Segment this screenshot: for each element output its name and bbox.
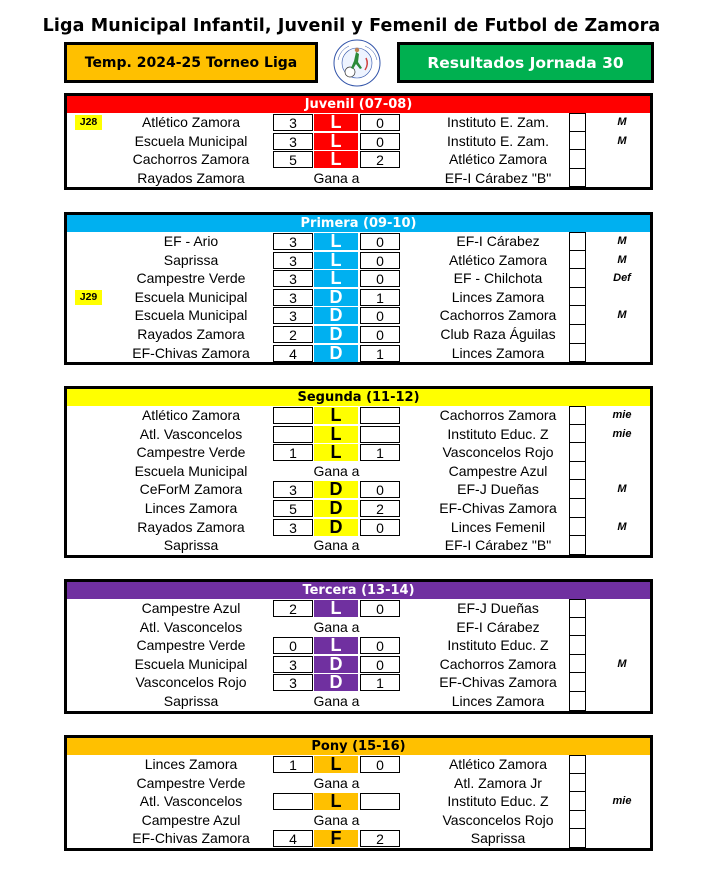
match-note bbox=[597, 599, 647, 618]
home-score: 3 bbox=[273, 481, 313, 498]
home-team: Campestre Verde bbox=[136, 270, 246, 287]
away-score: 1 bbox=[360, 345, 400, 362]
confirm-checkbox bbox=[569, 443, 586, 462]
away-score bbox=[360, 407, 400, 424]
match-row bbox=[67, 251, 650, 270]
away-team: Linces Zamora bbox=[451, 692, 545, 709]
match-note: mie bbox=[612, 409, 632, 421]
away-team: Linces Femenil bbox=[450, 518, 546, 535]
confirm-checkbox bbox=[569, 673, 586, 692]
result-code: L bbox=[314, 233, 358, 250]
result-code: L bbox=[314, 793, 358, 810]
away-team: Atlético Zamora bbox=[448, 251, 548, 268]
home-team: Escuela Municipal bbox=[134, 132, 248, 149]
match-row bbox=[67, 636, 650, 655]
away-score: 0 bbox=[360, 656, 400, 673]
away-team: EF - Chilchota bbox=[453, 270, 543, 287]
away-team: EF-Chivas Zamora bbox=[439, 499, 557, 516]
section-header: Pony (15-16) bbox=[67, 738, 650, 755]
home-team: Linces Zamora bbox=[144, 756, 238, 772]
match-row bbox=[67, 325, 650, 344]
result-code: D bbox=[314, 519, 358, 536]
away-team: Club Raza Águilas bbox=[440, 325, 556, 342]
away-score: 0 bbox=[360, 252, 400, 269]
match-note bbox=[597, 288, 647, 307]
home-team: Cachorros Zamora bbox=[132, 151, 250, 168]
match-row bbox=[67, 269, 650, 288]
home-score: 3 bbox=[273, 252, 313, 269]
away-score: 2 bbox=[360, 500, 400, 517]
section-header: Tercera (13-14) bbox=[67, 582, 650, 599]
section-2 bbox=[64, 386, 653, 558]
confirm-checkbox bbox=[569, 829, 586, 848]
match-row bbox=[67, 774, 650, 793]
walkover-label: Gana a bbox=[313, 811, 360, 828]
away-team: EF-I Cárabez bbox=[456, 233, 540, 249]
match-row bbox=[67, 406, 650, 425]
section-header: Juvenil (07-08) bbox=[67, 96, 650, 113]
away-team: EF-I Cárabez bbox=[456, 618, 540, 635]
match-note: M bbox=[617, 520, 627, 533]
match-note: M bbox=[617, 253, 627, 266]
confirm-checkbox bbox=[569, 406, 586, 425]
result-code: D bbox=[314, 289, 358, 306]
away-team: Instituto Educ. Z bbox=[447, 793, 549, 810]
away-team: EF-J Dueñas bbox=[457, 481, 539, 498]
home-score: 5 bbox=[273, 500, 313, 517]
result-code: L bbox=[314, 756, 358, 773]
round-tag: J28 bbox=[75, 115, 102, 130]
page-title: Liga Municipal Infantil, Juvenil y Femenil de Futbol de Zamora bbox=[42, 16, 661, 36]
match-row bbox=[67, 113, 650, 132]
walkover-label: Gana a bbox=[313, 462, 360, 479]
confirm-checkbox bbox=[569, 251, 586, 270]
walkover-label: Gana a bbox=[313, 692, 360, 709]
result-code: D bbox=[314, 326, 358, 343]
match-note bbox=[597, 811, 647, 830]
home-score: 3 bbox=[273, 233, 313, 250]
walkover-label: Gana a bbox=[313, 774, 360, 791]
away-team: Instituto Educ. Z bbox=[447, 425, 549, 442]
match-row bbox=[67, 425, 650, 444]
away-score: 1 bbox=[360, 444, 400, 461]
result-code: L bbox=[314, 600, 358, 617]
result-code: L bbox=[314, 151, 358, 168]
section-header: Primera (09-10) bbox=[67, 215, 650, 232]
home-team: Rayados Zamora bbox=[137, 169, 245, 186]
match-note bbox=[597, 774, 647, 793]
away-score bbox=[360, 793, 400, 810]
away-team: Linces Zamora bbox=[451, 288, 545, 305]
result-code: D bbox=[314, 656, 358, 673]
away-team: Instituto Educ. Z bbox=[447, 637, 549, 654]
home-score: 3 bbox=[273, 133, 313, 150]
result-code: F bbox=[314, 830, 358, 847]
match-row bbox=[67, 755, 650, 774]
home-team: Atl. Vasconcelos bbox=[139, 793, 243, 810]
home-team: Rayados Zamora bbox=[137, 325, 245, 342]
home-team: Campestre Azul bbox=[141, 600, 241, 616]
match-note bbox=[597, 169, 647, 188]
home-score: 3 bbox=[273, 270, 313, 287]
confirm-checkbox bbox=[569, 150, 586, 169]
match-note bbox=[597, 443, 647, 462]
confirm-checkbox bbox=[569, 755, 586, 774]
match-note: M bbox=[617, 235, 627, 247]
match-note: M bbox=[617, 309, 627, 322]
match-row bbox=[67, 655, 650, 674]
match-note bbox=[597, 618, 647, 637]
result-code: L bbox=[314, 637, 358, 654]
result-code: L bbox=[314, 270, 358, 287]
match-note bbox=[597, 462, 647, 481]
away-score: 1 bbox=[360, 674, 400, 691]
home-team: Atlético Zamora bbox=[141, 407, 241, 423]
home-score: 0 bbox=[273, 637, 313, 654]
home-score bbox=[273, 793, 313, 810]
home-team: Linces Zamora bbox=[144, 499, 238, 516]
confirm-checkbox bbox=[569, 692, 586, 711]
home-team: EF-Chivas Zamora bbox=[132, 830, 250, 847]
match-note: M bbox=[617, 116, 627, 128]
confirm-checkbox bbox=[569, 655, 586, 674]
away-score: 0 bbox=[360, 307, 400, 324]
away-team: Vasconcelos Rojo bbox=[442, 811, 554, 828]
match-note bbox=[597, 755, 647, 774]
section-header: Segunda (11-12) bbox=[67, 389, 650, 406]
season-label: Temp. 2024-25 Torneo Liga bbox=[64, 42, 318, 83]
league-logo bbox=[326, 38, 388, 88]
confirm-checkbox bbox=[569, 269, 586, 288]
home-score: 2 bbox=[273, 326, 313, 343]
home-score: 2 bbox=[273, 600, 313, 617]
home-score: 3 bbox=[273, 656, 313, 673]
home-team: Vasconcelos Rojo bbox=[135, 674, 247, 691]
home-score bbox=[273, 426, 313, 443]
match-note bbox=[597, 499, 647, 518]
away-score: 2 bbox=[360, 830, 400, 847]
confirm-checkbox bbox=[569, 113, 586, 132]
match-row bbox=[67, 462, 650, 481]
away-score: 0 bbox=[360, 756, 400, 773]
away-team: Saprissa bbox=[470, 830, 526, 847]
home-score: 3 bbox=[273, 307, 313, 324]
home-score: 4 bbox=[273, 345, 313, 362]
match-note: M bbox=[617, 657, 627, 670]
away-team: Campestre Azul bbox=[448, 462, 548, 479]
match-row bbox=[67, 288, 650, 307]
away-team: EF-I Cárabez "B" bbox=[444, 169, 552, 186]
away-score: 0 bbox=[360, 637, 400, 654]
away-score: 0 bbox=[360, 600, 400, 617]
confirm-checkbox bbox=[569, 344, 586, 363]
home-team: Escuela Municipal bbox=[134, 288, 248, 305]
away-team: Cachorros Zamora bbox=[439, 307, 557, 324]
match-row bbox=[67, 344, 650, 363]
match-note: mie bbox=[612, 427, 632, 440]
home-score: 4 bbox=[273, 830, 313, 847]
match-note bbox=[597, 150, 647, 169]
section-0 bbox=[64, 93, 653, 190]
home-team: Campestre Verde bbox=[136, 774, 246, 791]
result-code: L bbox=[314, 252, 358, 269]
walkover-label: Gana a bbox=[313, 169, 360, 186]
home-team: Atlético Zamora bbox=[141, 114, 241, 130]
match-row bbox=[67, 499, 650, 518]
results-round-label: Resultados Jornada 30 bbox=[397, 42, 654, 83]
match-row bbox=[67, 618, 650, 637]
match-note bbox=[597, 325, 647, 344]
confirm-checkbox bbox=[569, 536, 586, 555]
home-team: Escuela Municipal bbox=[134, 462, 248, 479]
match-row bbox=[67, 811, 650, 830]
round-tag: J29 bbox=[75, 290, 102, 305]
away-team: Atl. Zamora Jr bbox=[454, 774, 542, 791]
confirm-checkbox bbox=[569, 518, 586, 537]
home-score: 3 bbox=[273, 519, 313, 536]
home-score: 3 bbox=[273, 114, 313, 131]
confirm-checkbox bbox=[569, 232, 586, 251]
match-row bbox=[67, 443, 650, 462]
away-team: Vasconcelos Rojo bbox=[442, 444, 554, 461]
match-row bbox=[67, 232, 650, 251]
confirm-checkbox bbox=[569, 480, 586, 499]
section-4 bbox=[64, 735, 653, 851]
match-row bbox=[67, 306, 650, 325]
home-team: Campestre Verde bbox=[136, 637, 246, 654]
confirm-checkbox bbox=[569, 499, 586, 518]
result-code: D bbox=[314, 674, 358, 691]
match-row bbox=[67, 536, 650, 555]
result-code: D bbox=[314, 500, 358, 517]
result-code: L bbox=[314, 426, 358, 443]
match-row bbox=[67, 692, 650, 711]
away-score bbox=[360, 426, 400, 443]
result-code: D bbox=[314, 345, 358, 362]
match-note bbox=[597, 536, 647, 555]
match-row bbox=[67, 599, 650, 618]
away-team: Cachorros Zamora bbox=[439, 407, 557, 423]
result-code: D bbox=[314, 307, 358, 324]
home-team: Rayados Zamora bbox=[137, 518, 245, 535]
match-note bbox=[597, 673, 647, 692]
match-note bbox=[597, 636, 647, 655]
away-team: Cachorros Zamora bbox=[439, 655, 557, 672]
walkover-label: Gana a bbox=[313, 618, 360, 635]
match-note: Def bbox=[613, 272, 631, 285]
home-team: Atl. Vasconcelos bbox=[139, 425, 243, 442]
walkover-label: Gana a bbox=[313, 537, 360, 554]
away-score: 0 bbox=[360, 519, 400, 536]
confirm-checkbox bbox=[569, 288, 586, 307]
home-team: EF-Chivas Zamora bbox=[132, 344, 250, 361]
confirm-checkbox bbox=[569, 306, 586, 325]
match-note bbox=[597, 692, 647, 711]
result-code: L bbox=[314, 133, 358, 150]
away-score: 1 bbox=[360, 289, 400, 306]
match-row bbox=[67, 132, 650, 151]
away-score: 0 bbox=[360, 114, 400, 131]
away-score: 0 bbox=[360, 133, 400, 150]
match-row bbox=[67, 673, 650, 692]
match-note bbox=[597, 344, 647, 363]
home-team: Campestre Verde bbox=[136, 444, 246, 461]
confirm-checkbox bbox=[569, 618, 586, 637]
match-row bbox=[67, 150, 650, 169]
confirm-checkbox bbox=[569, 811, 586, 830]
match-note: M bbox=[617, 134, 627, 147]
confirm-checkbox bbox=[569, 169, 586, 188]
away-team: EF-J Dueñas bbox=[457, 600, 539, 616]
match-note: mie bbox=[612, 795, 632, 808]
away-team: Atlético Zamora bbox=[448, 756, 548, 772]
home-score bbox=[273, 407, 313, 424]
home-team: Saprissa bbox=[163, 537, 219, 554]
away-score: 0 bbox=[360, 481, 400, 498]
away-team: Instituto E. Zam. bbox=[447, 114, 549, 130]
match-row bbox=[67, 518, 650, 537]
confirm-checkbox bbox=[569, 599, 586, 618]
confirm-checkbox bbox=[569, 462, 586, 481]
home-team: Campestre Azul bbox=[141, 811, 241, 828]
confirm-checkbox bbox=[569, 132, 586, 151]
result-code: L bbox=[314, 444, 358, 461]
confirm-checkbox bbox=[569, 425, 586, 444]
match-row bbox=[67, 829, 650, 848]
confirm-checkbox bbox=[569, 774, 586, 793]
home-team: CeForM Zamora bbox=[139, 481, 243, 498]
home-team: Atl. Vasconcelos bbox=[139, 618, 243, 635]
home-score: 1 bbox=[273, 444, 313, 461]
result-code: D bbox=[314, 481, 358, 498]
away-team: Linces Zamora bbox=[451, 344, 545, 361]
home-team: EF - Ario bbox=[163, 233, 219, 249]
away-team: Atlético Zamora bbox=[448, 151, 548, 168]
away-score: 0 bbox=[360, 233, 400, 250]
away-team: EF-I Cárabez "B" bbox=[444, 537, 552, 554]
confirm-checkbox bbox=[569, 636, 586, 655]
match-row bbox=[67, 169, 650, 188]
match-row bbox=[67, 792, 650, 811]
match-note: M bbox=[617, 483, 627, 496]
home-team: Saprissa bbox=[163, 251, 219, 268]
home-team: Saprissa bbox=[163, 692, 219, 709]
home-team: Escuela Municipal bbox=[134, 307, 248, 324]
match-note bbox=[597, 829, 647, 848]
home-score: 1 bbox=[273, 756, 313, 773]
away-score: 0 bbox=[360, 326, 400, 343]
away-score: 0 bbox=[360, 270, 400, 287]
result-code: L bbox=[314, 114, 358, 131]
home-score: 3 bbox=[273, 674, 313, 691]
match-row bbox=[67, 480, 650, 499]
away-score: 2 bbox=[360, 151, 400, 168]
home-score: 3 bbox=[273, 289, 313, 306]
home-team: Escuela Municipal bbox=[134, 655, 248, 672]
away-team: Instituto E. Zam. bbox=[447, 132, 549, 149]
away-team: EF-Chivas Zamora bbox=[439, 674, 557, 691]
result-code: L bbox=[314, 407, 358, 424]
section-1 bbox=[64, 212, 653, 365]
confirm-checkbox bbox=[569, 792, 586, 811]
home-score: 5 bbox=[273, 151, 313, 168]
section-3 bbox=[64, 579, 653, 714]
confirm-checkbox bbox=[569, 325, 586, 344]
